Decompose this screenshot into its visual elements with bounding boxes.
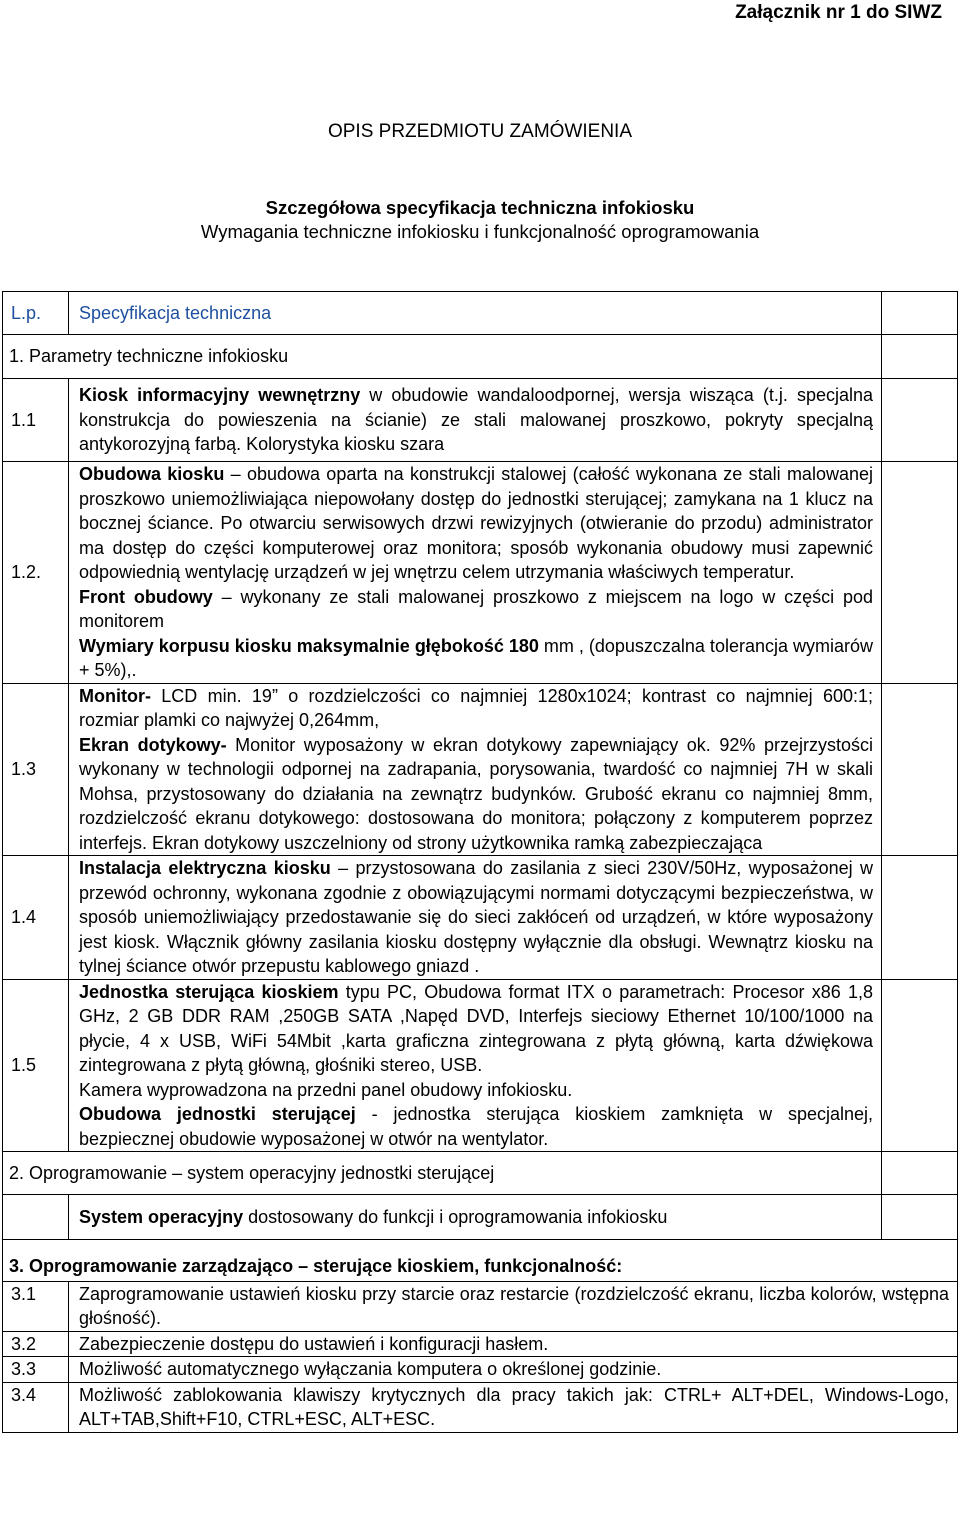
table-row-1-3 — [3, 683, 958, 856]
section-1-extra — [882, 335, 958, 379]
document-subtitle — [0, 196, 960, 244]
row-text: - jednostka sterująca kioskiem zamknięta w specjalnej, bezpiecznej obudowie wyposażonej w otwór na wentylator. — [79, 1104, 873, 1149]
spec-table — [2, 291, 958, 1433]
subtitle-line-2: Wymagania techniczne infokiosku i funkcjonalność oprogramowania — [200, 221, 760, 242]
row-lead: Kiosk informacyjny wewnętrzny — [79, 385, 361, 406]
row-content: Zaprogramowanie ustawień kiosku przy starcie oraz restarcie (rozdzielczość ekranu, liczba kolorów, wstępna głośność). — [69, 1281, 958, 1331]
row-text: typu PC, Obudowa format ITX o parametrach: Procesor x86 1,8 GHz, 2 GB DDR RAM ,250GB SATA ,Napęd DVD, Interfejs sieciowy Ethernet 10/100/1000 na płycie, 4 x USB, WiFi 54Mbit ,karta graficzna zintegrowana z płytą główną, karta dźwiękowa zintegrowana z płytą główną, głośniki stereo, USB. — [79, 981, 873, 1075]
row-content — [69, 1195, 882, 1240]
document-title: OPIS PRZEDMIOTU ZAMÓWIENIA — [327, 121, 632, 142]
row-content: Możliwość zablokowania klawiszy krytycznych dla pracy takich jak: CTRL+ ALT+DEL, Windows-Logo, ALT+TAB,Shift+F10, CTRL+ESC, ALT+ESC. — [69, 1382, 958, 1432]
table-row-1-1 — [3, 379, 958, 462]
table-row-1-2 — [3, 462, 958, 684]
table-row-1-4 — [3, 856, 958, 980]
row-lead: Wymiary korpusu kiosku maksymalnie głębokość 180 — [79, 635, 539, 656]
row-number: 1.2. — [3, 462, 69, 684]
annex-label: Załącznik nr 1 do SIWZ — [735, 2, 942, 23]
row-content — [69, 379, 882, 462]
row-number: 3.1 — [3, 1281, 69, 1331]
row-text: Monitor wyposażony w ekran dotykowy zapewniający ok. 92% przejrzystości wykonany w technologii odpornej na zadrapania, porysowania, twardość co najmniej 7H w skali Mohsa, przystosowany do działania na zewnątrz budynków. Grubość ekranu co najmniej 8mm, rozdzielczość ekranu dotykowego: dostosowana do monitora; połączony z komputerem poprzez interfejs. Ekran dotykowy uszczelniony od strony użytkownika ramką zabezpieczająca — [79, 734, 873, 853]
row-lead: Obudowa jednostki sterującej — [79, 1104, 356, 1124]
row-extra — [882, 379, 958, 462]
row-text: mm , (dopuszczalna tolerancja wymiarów + 5%),. — [79, 635, 873, 680]
row-paragraph: Kamera wyprowadzona na przedni panel obudowy infokiosku. — [79, 1079, 573, 1100]
row-paragraph — [79, 634, 873, 683]
table-header-row — [3, 292, 958, 335]
row-extra — [882, 1195, 958, 1240]
row-content — [69, 462, 882, 684]
row-content: Możliwość automatycznego wyłączania komputera o określonej godzinie. — [69, 1357, 958, 1383]
row-paragraph — [79, 733, 873, 856]
table-row-3-3 — [3, 1357, 958, 1383]
row-paragraph — [79, 585, 873, 634]
row-extra — [882, 462, 958, 684]
col-lp-header: L.p. — [3, 292, 69, 335]
table-row-3-1 — [3, 1281, 958, 1331]
row-number: 1.5 — [3, 979, 69, 1152]
row-number: 1.3 — [3, 683, 69, 856]
row-text: – wykonany ze stali malowanej proszkowo z miejscem na logo w części pod monitorem — [79, 586, 873, 631]
row-number: 3.3 — [3, 1357, 69, 1383]
row-lead: Front obudowy — [79, 586, 213, 607]
row-text: – obudowa oparta na konstrukcji stalowej (całość wykonana ze stali malowanej proszkowo uniemożliwiająca niepowołany dostęp do jednostki sterującej; zamykana na 1 klucz na bocznej ściance. Po otwarciu serwisowych drzwi rewizyjnych (otwieranie do przodu) administrator ma dostęp do części komputerowej oraz monitora; sposób wykonania obudowy musi zapewnić odpowiednią wentylację urządzeń w jej wnętrzu celem utrzymania właściwych temperatur. — [79, 464, 873, 582]
row-text: w obudowie wandaloodpornej, wersja wisząca (t.j. specjalna konstrukcja do powieszenia na ścianie) ze stali malowanej proszkowo, pokryty specjalną antykorozyjną farbą. Kolorystyka kiosku szara — [79, 385, 874, 455]
row-paragraph — [79, 684, 873, 733]
row-lead: System operacyjny — [79, 1206, 244, 1227]
row-paragraph — [79, 1102, 873, 1151]
section-1-title: 1. Parametry techniczne infokiosku — [3, 335, 882, 379]
table-row-3-4 — [3, 1382, 958, 1432]
row-number — [3, 1195, 69, 1240]
row-extra — [882, 979, 958, 1152]
row-lead: Ekran dotykowy- — [79, 734, 227, 755]
row-text: – przystosowana do zasilania z sieci 230V/50Hz, wyposażonej w przewód ochronny, wykonana zgodnie z obowiązującymi normami dotyczącymi bezpieczeństwa, w sposób uniemożliwiający przedostawanie się do sieci zakłóceń od urządzeń, w które wyposażony jest kiosk. Włącznik główny zasilania kiosku dostępny wyłącznie dla obsługi. Wewnątrz kiosku na tylnej ściance otwór przepustu kablowego gniazd . — [79, 858, 873, 976]
row-content — [69, 979, 882, 1152]
row-lead: Obudowa kiosku — [79, 464, 225, 484]
section-3-row — [3, 1240, 958, 1282]
row-number: 1.1 — [3, 379, 69, 462]
table-row-3-2 — [3, 1331, 958, 1357]
row-number: 3.4 — [3, 1382, 69, 1432]
row-number: 3.2 — [3, 1331, 69, 1357]
section-3-title: 3. Oprogramowanie zarządzająco – sterujące kioskiem, funkcjonalność: — [3, 1240, 958, 1282]
row-paragraph — [79, 980, 873, 1078]
section-2-extra — [882, 1152, 958, 1195]
col-extra-header — [882, 292, 958, 335]
row-extra — [882, 856, 958, 980]
row-lead: Monitor- — [79, 685, 151, 706]
row-content: Zabezpieczenie dostępu do ustawień i konfiguracji hasłem. — [69, 1331, 958, 1357]
row-lead: Instalacja elektryczna kiosku — [79, 858, 331, 878]
row-text: dostosowany do funkcji i oprogramowania infokiosku — [243, 1206, 668, 1227]
row-content — [69, 683, 882, 856]
row-text: LCD min. 19” o rozdzielczości co najmniej 1280x1024; kontrast co najmniej 600:1; rozmiar plamki co najwyżej 0,264mm, — [79, 685, 873, 730]
table-row-2 — [3, 1195, 958, 1240]
col-spec-header: Specyfikacja techniczna — [69, 292, 882, 335]
row-extra — [882, 683, 958, 856]
table-row-1-5 — [3, 979, 958, 1152]
section-1-row — [3, 335, 958, 379]
row-content — [69, 856, 882, 980]
row-paragraph — [79, 462, 873, 585]
row-lead: Jednostka sterująca kioskiem — [79, 981, 339, 1002]
subtitle-line-1: Szczegółowa specyfikacja techniczna infokiosku — [265, 197, 695, 218]
section-2-row — [3, 1152, 958, 1195]
row-number: 1.4 — [3, 856, 69, 980]
section-2-title: 2. Oprogramowanie – system operacyjny jednostki sterującej — [3, 1152, 882, 1195]
